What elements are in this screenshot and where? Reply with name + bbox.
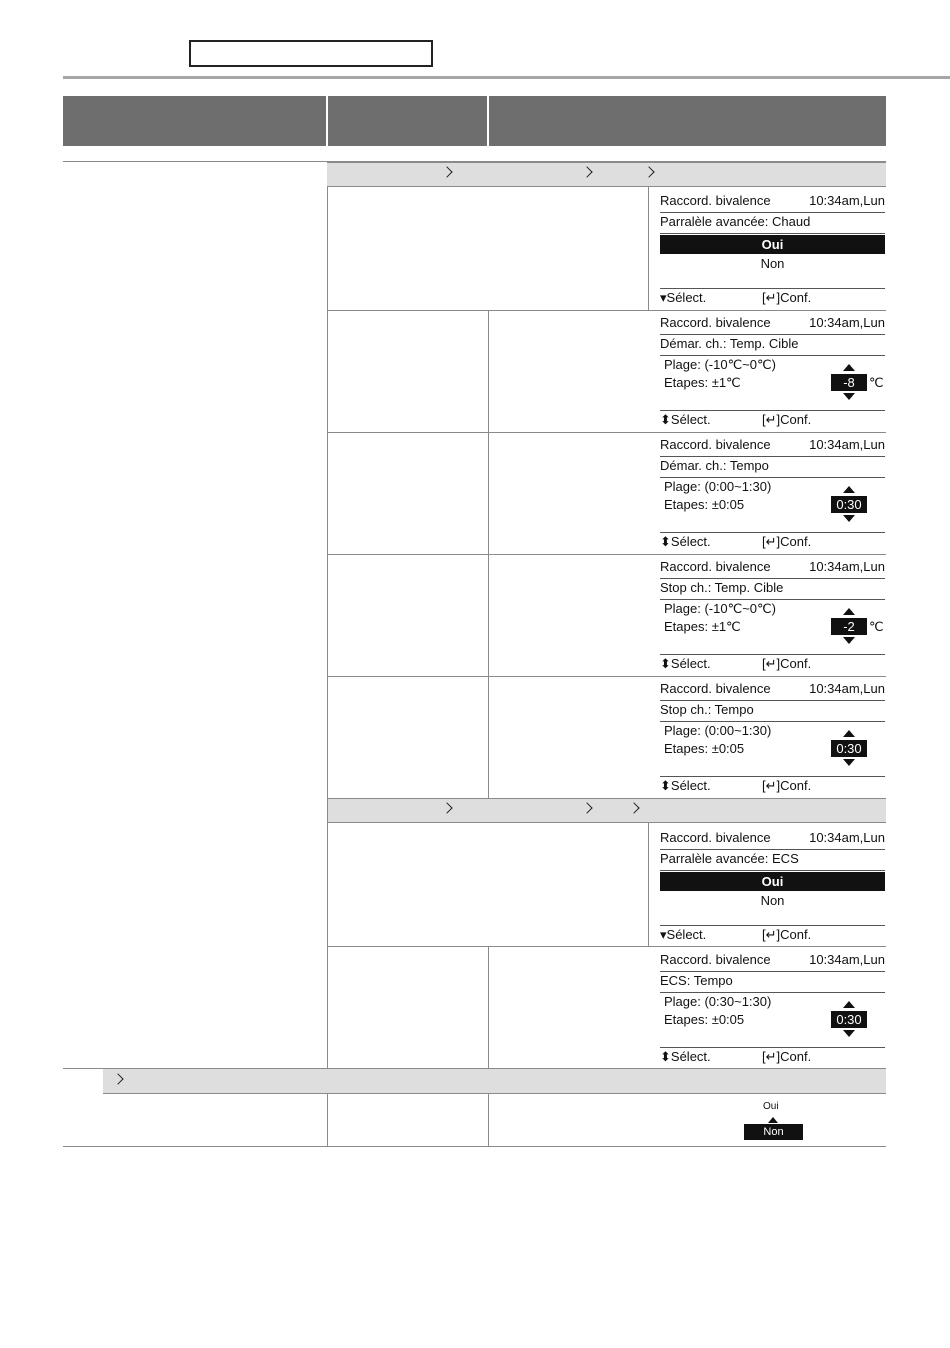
lcd-footer-select: Sélect. <box>670 1049 711 1064</box>
lcd-range: Plage: (-10℃~0℃) <box>664 601 776 616</box>
lcd-screen-ecs-delay <box>658 949 885 1063</box>
up-down-arrow-icon: ⬍ <box>660 656 671 671</box>
chevron-right-icon <box>581 166 592 177</box>
lcd-footer-confirm: [↵]Conf. <box>762 534 812 549</box>
up-down-arrow-icon: ⬍ <box>660 412 671 427</box>
lcd-title: Raccord. bivalence <box>660 830 771 845</box>
lcd-steps: Etapes: ±0:05 <box>664 497 745 512</box>
lcd-footer-select: Sélect. <box>670 412 711 427</box>
chevron-right-icon <box>581 802 592 813</box>
column-divider <box>327 187 328 1068</box>
lcd-range: Plage: (0:30~1:30) <box>664 994 772 1009</box>
lcd-clock: 10:34am,Lun <box>809 681 885 696</box>
section-path-heating <box>327 162 886 187</box>
header-rule <box>63 76 950 79</box>
lcd-subtitle: Stop ch.: Temp. Cible <box>660 580 784 595</box>
lcd-title: Raccord. bivalence <box>660 559 771 574</box>
lcd-value: 0:30 <box>831 740 867 757</box>
lcd-screen-heating-start-temp <box>658 312 885 426</box>
lcd-value: -2 <box>831 618 867 635</box>
lcd-clock: 10:34am,Lun <box>809 193 885 208</box>
down-arrow-icon <box>843 393 855 400</box>
row-divider <box>63 1068 886 1069</box>
lcd-option-selected: Oui <box>660 235 885 254</box>
chevron-right-icon <box>441 166 452 177</box>
lcd-footer-select: Sélect. <box>670 778 711 793</box>
lcd-clock: 10:34am,Lun <box>809 559 885 574</box>
lcd-footer-select: Sélect. <box>666 290 707 305</box>
column-divider <box>488 1094 489 1146</box>
column-divider <box>648 823 649 946</box>
chevron-right-icon <box>628 802 639 813</box>
table-header-col2 <box>328 96 487 146</box>
header-label-box <box>189 40 433 67</box>
lcd-footer-confirm: [↵]Conf. <box>762 927 812 942</box>
lcd-title: Raccord. bivalence <box>660 681 771 696</box>
lcd-clock: 10:34am,Lun <box>809 952 885 967</box>
lcd-screen-heating-stop-delay <box>658 678 885 792</box>
down-arrow-icon: ▾ <box>660 290 667 305</box>
lcd-value: 0:30 <box>831 496 867 513</box>
lcd-option-selected: Oui <box>660 872 885 891</box>
lcd-value: 0:30 <box>831 1011 867 1028</box>
up-down-arrow-icon: ⬍ <box>660 778 671 793</box>
down-arrow-icon: ▾ <box>660 927 667 942</box>
toggle-option-non-selected: Non <box>744 1124 803 1140</box>
lcd-footer-confirm: [↵]Conf. <box>762 290 812 305</box>
lcd-title: Raccord. bivalence <box>660 952 771 967</box>
column-divider <box>488 946 489 1068</box>
lcd-footer-select: Sélect. <box>666 927 707 942</box>
up-down-arrow-icon: ⬍ <box>660 1049 671 1064</box>
lcd-steps: Etapes: ±1℃ <box>664 375 741 390</box>
column-divider <box>327 1094 328 1146</box>
up-arrow-icon <box>843 608 855 615</box>
section-path-bottom <box>103 1068 886 1094</box>
up-arrow-icon <box>843 364 855 371</box>
lcd-subtitle: ECS: Tempo <box>660 973 733 988</box>
row-divider <box>327 946 886 947</box>
lcd-option: Non <box>760 256 785 271</box>
lcd-footer-confirm: [↵]Conf. <box>762 656 812 671</box>
down-arrow-icon <box>843 1030 855 1037</box>
lcd-subtitle: Démar. ch.: Temp. Cible <box>660 336 799 351</box>
lcd-footer-confirm: [↵]Conf. <box>762 1049 812 1064</box>
chevron-right-icon <box>643 166 654 177</box>
toggle-option-oui: Oui <box>763 1101 779 1112</box>
lcd-screen-ecs-parallel <box>658 827 885 941</box>
up-arrow-icon <box>843 486 855 493</box>
lcd-unit: ℃ <box>869 375 884 390</box>
up-arrow-icon <box>843 1001 855 1008</box>
lcd-screen-heating-stop-temp <box>658 556 885 670</box>
up-down-arrow-icon: ⬍ <box>660 534 671 549</box>
row-divider <box>327 310 886 311</box>
column-divider <box>648 187 649 310</box>
lcd-option: Non <box>760 893 785 908</box>
lcd-title: Raccord. bivalence <box>660 315 771 330</box>
chevron-right-icon <box>441 802 452 813</box>
down-arrow-icon <box>843 515 855 522</box>
lcd-screen-heating-parallel <box>658 190 885 304</box>
row-divider <box>327 554 886 555</box>
lcd-title: Raccord. bivalence <box>660 437 771 452</box>
table-header-col3 <box>489 96 886 146</box>
down-arrow-icon <box>843 637 855 644</box>
row-divider <box>327 432 886 433</box>
lcd-screen-heating-start-delay <box>658 434 885 548</box>
lcd-value: -8 <box>831 374 867 391</box>
chevron-right-icon <box>112 1073 123 1084</box>
lcd-clock: 10:34am,Lun <box>809 315 885 330</box>
lcd-footer-select: Sélect. <box>670 656 711 671</box>
lcd-footer-select: Sélect. <box>670 534 711 549</box>
lcd-steps: Etapes: ±0:05 <box>664 741 745 756</box>
lcd-footer-confirm: [↵]Conf. <box>762 778 812 793</box>
table-header-col1 <box>63 96 326 146</box>
lcd-range: Plage: (0:00~1:30) <box>664 723 772 738</box>
lcd-subtitle: Parralèle avancée: Chaud <box>660 214 811 229</box>
section-path-ecs <box>327 798 886 823</box>
lcd-footer-confirm: [↵]Conf. <box>762 412 812 427</box>
lcd-title: Raccord. bivalence <box>660 193 771 208</box>
lcd-range: Plage: (-10℃~0℃) <box>664 357 776 372</box>
up-arrow-icon <box>843 730 855 737</box>
lcd-range: Plage: (0:00~1:30) <box>664 479 772 494</box>
lcd-subtitle: Parralèle avancée: ECS <box>660 851 799 866</box>
lcd-subtitle: Stop ch.: Tempo <box>660 702 754 717</box>
up-arrow-icon <box>768 1117 778 1123</box>
row-divider <box>327 676 886 677</box>
down-arrow-icon <box>843 759 855 766</box>
lcd-steps: Etapes: ±1℃ <box>664 619 741 634</box>
lcd-unit: ℃ <box>869 619 884 634</box>
table-bottom-rule <box>63 1146 886 1147</box>
lcd-steps: Etapes: ±0:05 <box>664 1012 745 1027</box>
lcd-clock: 10:34am,Lun <box>809 437 885 452</box>
lcd-clock: 10:34am,Lun <box>809 830 885 845</box>
lcd-subtitle: Démar. ch.: Tempo <box>660 458 769 473</box>
